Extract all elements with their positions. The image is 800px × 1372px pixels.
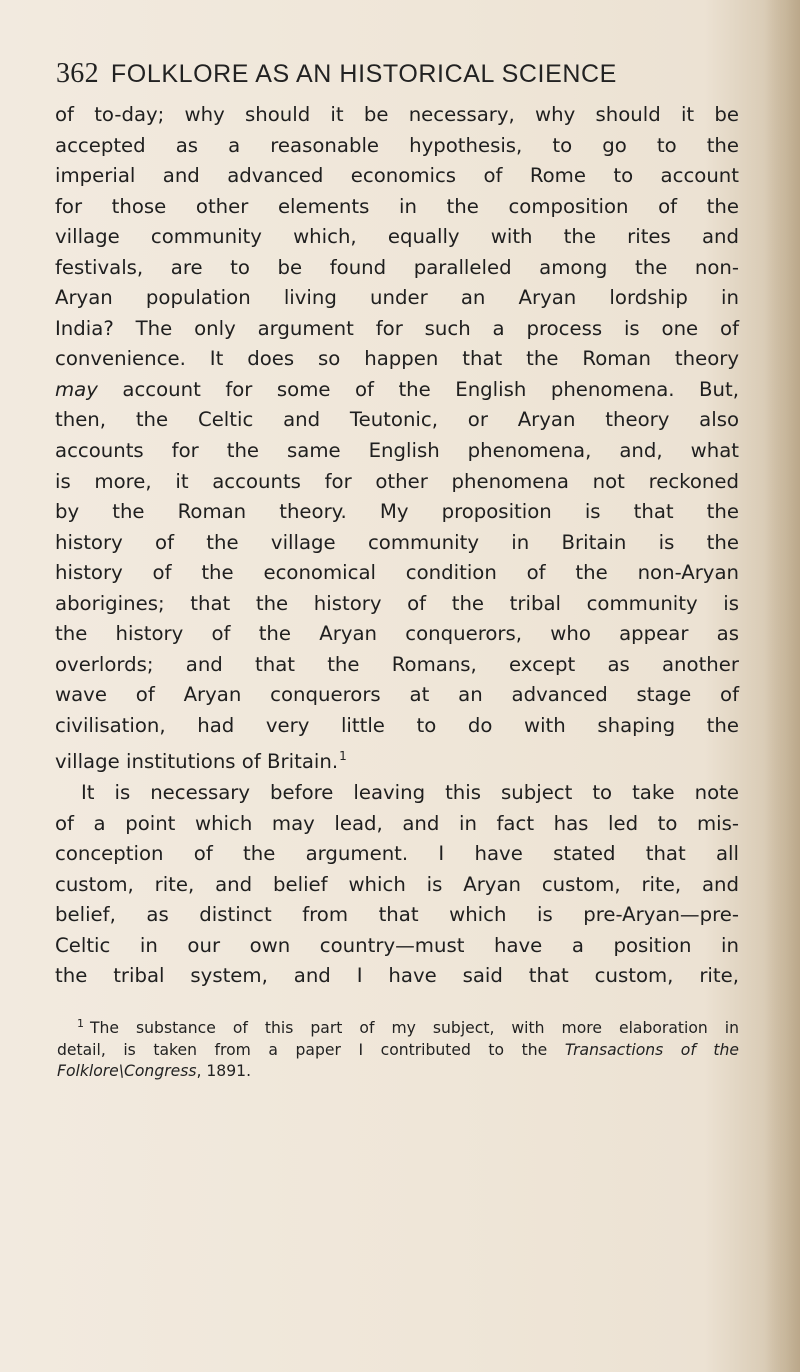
footnote-number: 1 — [77, 1017, 84, 1030]
text-line: accounts for the same English phenomena, and, what — [55, 439, 739, 463]
text-line: the history of the Aryan conquerors, who appear as — [55, 622, 739, 646]
footnote-line — [57, 1061, 739, 1083]
footnote — [57, 1013, 739, 1083]
footnote-text: , 1891. — [196, 1062, 252, 1080]
emphasized-word: may — [55, 377, 98, 401]
text-line: by the Roman theory. My proposition is that the — [55, 500, 739, 524]
text-line: of to-day; why should it be necessary, why should it be — [55, 103, 739, 126]
text-line: Aryan population living under an Aryan lordship in — [55, 286, 739, 310]
paragraph-end-line — [55, 741, 739, 778]
text-line: civilisation, had very little to do with shaping the — [55, 713, 739, 737]
text-line: of a point which may lead, and in fact has led to mis- — [55, 811, 739, 835]
text-line: India? The only argument for such a process is one of — [55, 316, 739, 340]
text-line: history of the village community in Britain is the — [55, 530, 739, 554]
page-edge-shadow — [764, 0, 800, 1372]
page-number: 362 — [56, 58, 99, 89]
text-line: history of the economical condition of the non-Aryan — [55, 561, 739, 585]
text-line: village community which, equally with the rites and — [55, 225, 739, 249]
body-text — [55, 100, 739, 992]
text-line: the tribal system, and I have said that custom, rite, — [55, 964, 739, 988]
footnote-italic-title: Folklore\Congress — [57, 1062, 197, 1080]
footnote-text: The substance of this part of my subject, with more elaboration in — [90, 1019, 739, 1037]
running-title: FOLKLORE AS AN HISTORICAL SCIENCE — [110, 60, 617, 88]
text-line: for those other elements in the composition of the — [55, 194, 739, 218]
text-line: conception of the argument. I have stated that all — [55, 842, 739, 866]
text-line: aborigines; that the history of the tribal community is — [55, 591, 739, 615]
footnote-line — [57, 1013, 739, 1040]
text-line: imperial and advanced economics of Rome to account — [55, 164, 739, 188]
footnote-text: detail, is taken from a paper I contributed to the — [57, 1040, 565, 1059]
text-line: accepted as a reasonable hypothesis, to go to the — [55, 133, 739, 157]
text-line: wave of Aryan conquerors at an advanced stage of — [55, 683, 739, 707]
footnote-line — [57, 1040, 739, 1062]
text-line: custom, rite, and belief which is Aryan custom, rite, and — [55, 872, 739, 896]
text-line: village institutions of Britain. — [55, 750, 339, 774]
footnote-italic-title: Transactions of the — [564, 1040, 739, 1059]
text-line: then, the Celtic and Teutonic, or Aryan theory also — [55, 408, 739, 432]
text-line: festivals, are to be found paralleled among the non- — [55, 255, 739, 279]
text-line: overlords; and that the Romans, except as another — [55, 652, 739, 676]
text-line: convenience. It does so happen that the Roman theory — [55, 347, 739, 371]
text-line: It is necessary before leaving this subject to take note — [81, 781, 739, 805]
running-header — [56, 58, 746, 90]
text-line: is more, it accounts for other phenomena not reckoned — [55, 469, 739, 493]
footnote-reference: 1 — [339, 749, 347, 764]
text-line: Celtic in our own country—must have a position in — [55, 933, 739, 957]
text-line: belief, as distinct from that which is pre-Aryan—pre- — [55, 903, 739, 927]
text-line-with-italic — [55, 375, 739, 406]
text-line-rest: account for some of the English phenomena. But, — [97, 377, 739, 401]
